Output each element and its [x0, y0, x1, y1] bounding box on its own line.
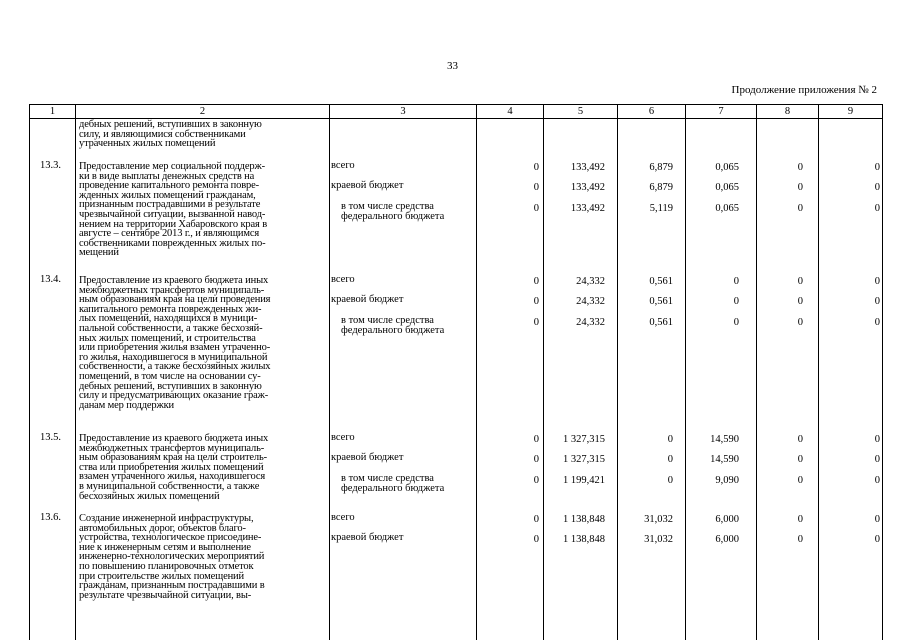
funding-source-label [331, 295, 403, 305]
column-header-row [29, 104, 883, 119]
value-cell-c9: 0 [874, 203, 880, 214]
value-cell-c4: 0 [533, 317, 539, 328]
description-line: жденных жилых помещений гражданам, [79, 189, 256, 201]
description-line: Предоставление из краевого бюджета иных [79, 275, 269, 286]
col-header-5: 5 [544, 105, 618, 119]
value-cell-c8: 0 [797, 182, 803, 193]
continuation-line: силу, и являющимися собственниками [79, 128, 246, 140]
funding-source-label [331, 181, 403, 191]
appendix-title: Продолжение приложения № 2 [731, 84, 877, 96]
col-header-7: 7 [686, 105, 757, 119]
value-cell-c7: 14,590 [710, 454, 739, 465]
value-cell-c4: 0 [533, 182, 539, 193]
funding-source-line: в том числе средства [341, 473, 434, 484]
row-description [79, 162, 321, 258]
value-cell-c4: 0 [533, 203, 539, 214]
col-header-3: 3 [330, 105, 477, 119]
value-cell-c7: 0 [733, 276, 739, 287]
value-cell-c5: 133,492 [570, 162, 605, 173]
funding-source-line: всего [331, 160, 355, 171]
continuation-line: дебных решений, вступивших в законную [79, 119, 262, 130]
description-line: нением на территории Хабаровского края в [79, 218, 267, 230]
description-line: ным образованиям края на цели строитель- [79, 452, 268, 464]
column-divider [617, 118, 618, 640]
description-line: бесхозяйных жилых помещений [79, 490, 220, 502]
funding-source-line: краевой бюджет [331, 532, 404, 543]
row-number: 13.5. [40, 432, 61, 443]
funding-source-label [331, 433, 355, 443]
page-number: 33 [447, 60, 458, 72]
continuation-line: утраченных жилых помещений [79, 138, 216, 150]
column-divider [476, 118, 477, 640]
value-cell-c5: 24,332 [576, 317, 605, 328]
description-line: го жилья, находившегося в муниципальной [79, 351, 268, 363]
description-line: ных жилых помещений, и строительства [79, 332, 256, 344]
col-header-8: 8 [757, 105, 819, 119]
description-line: ным образованиям края на цели проведения [79, 294, 271, 306]
funding-source-label [331, 161, 355, 171]
row-number: 13.4. [40, 274, 61, 285]
column-divider [818, 118, 819, 640]
description-line: устройства, технологическое присоедине- [79, 532, 262, 544]
funding-source-line: федерального бюджета [341, 483, 445, 494]
row-number: 13.6. [40, 512, 61, 523]
description-line: взамен утраченного жилья, находившегося [79, 471, 266, 483]
funding-source-label [341, 316, 444, 336]
description-line: Предоставление мер социальной поддерж- [79, 161, 265, 172]
description-line: или приобретения жилья взамен утраченно- [79, 342, 271, 354]
description-line: результате чрезвычайной ситуации, вы- [79, 589, 252, 601]
description-line: по повышению планировочных отметок [79, 560, 254, 572]
value-cell-c6: 0,561 [649, 296, 673, 307]
description-line: собственности, а также бесхозяйных жилых [79, 361, 271, 373]
value-cell-c4: 0 [533, 434, 539, 445]
value-cell-c8: 0 [797, 203, 803, 214]
description-line: Предоставление из краевого бюджета иных [79, 433, 269, 444]
col-header-9: 9 [819, 105, 883, 119]
column-divider [756, 118, 757, 640]
value-cell-c6: 5,119 [649, 203, 673, 214]
description-line: проведение капитального ремонта повре- [79, 180, 260, 192]
value-cell-c7: 0 [733, 296, 739, 307]
funding-source-line: краевой бюджет [331, 294, 404, 305]
value-cell-c4: 0 [533, 475, 539, 486]
value-cell-c9: 0 [874, 162, 880, 173]
value-cell-c4: 0 [533, 296, 539, 307]
value-cell-c6: 0,561 [649, 276, 673, 287]
value-cell-c5: 24,332 [576, 276, 605, 287]
col-header-4: 4 [477, 105, 544, 119]
funding-source-label [331, 275, 355, 285]
value-cell-c5: 133,492 [570, 203, 605, 214]
funding-source-label [341, 202, 444, 222]
funding-source-line: в том числе средства [341, 201, 434, 212]
col-header-2: 2 [76, 105, 330, 119]
row-description [79, 514, 321, 600]
value-cell-c8: 0 [797, 276, 803, 287]
value-cell-c9: 0 [874, 296, 880, 307]
value-cell-c6: 0 [667, 434, 673, 445]
value-cell-c6: 0,561 [649, 317, 673, 328]
description-line: собственниками поврежденных жилых по- [79, 237, 266, 249]
funding-source-label [331, 513, 355, 523]
description-line: ки в виде выплаты денежных средств на [79, 170, 255, 182]
funding-source-line: федерального бюджета [341, 325, 445, 336]
value-cell-c7: 0,065 [715, 182, 739, 193]
description-line: пальной собственности, а также бесхозяй- [79, 322, 263, 334]
value-cell-c5: 1 327,315 [563, 454, 605, 465]
value-cell-c5: 1 138,848 [563, 534, 605, 545]
value-cell-c5: 24,332 [576, 296, 605, 307]
description-line: ние к инженерным сетям и выполнение [79, 541, 251, 553]
funding-source-line: федерального бюджета [341, 211, 445, 222]
value-cell-c9: 0 [874, 475, 880, 486]
description-line: ства или приобретения жилых помещений [79, 461, 264, 473]
funding-source-line: краевой бюджет [331, 180, 404, 191]
row-number: 13.3. [40, 160, 61, 171]
funding-source-label [331, 533, 403, 543]
value-cell-c5: 1 138,848 [563, 514, 605, 525]
funding-source-line: всего [331, 512, 355, 523]
value-cell-c8: 0 [797, 162, 803, 173]
value-cell-c7: 9,090 [715, 475, 739, 486]
value-cell-c7: 0 [733, 317, 739, 328]
description-line: дебных решений, вступивших в законную [79, 380, 262, 392]
value-cell-c9: 0 [874, 534, 880, 545]
value-cell-c6: 31,032 [644, 514, 673, 525]
value-cell-c4: 0 [533, 514, 539, 525]
column-divider [329, 118, 330, 640]
value-cell-c7: 6,000 [715, 514, 739, 525]
column-divider [543, 118, 544, 640]
row-description [79, 434, 321, 501]
value-cell-c9: 0 [874, 276, 880, 287]
funding-source-line: краевой бюджет [331, 452, 404, 463]
value-cell-c9: 0 [874, 454, 880, 465]
value-cell-c4: 0 [533, 162, 539, 173]
value-cell-c9: 0 [874, 514, 880, 525]
value-cell-c6: 0 [667, 475, 673, 486]
value-cell-c5: 1 327,315 [563, 434, 605, 445]
col-header-1: 1 [30, 105, 76, 119]
value-cell-c7: 0,065 [715, 203, 739, 214]
description-line: мещений [79, 247, 119, 259]
value-cell-c4: 0 [533, 276, 539, 287]
column-divider [29, 118, 30, 640]
funding-source-line: всего [331, 432, 355, 443]
value-cell-c7: 14,590 [710, 434, 739, 445]
description-line: чрезвычайной ситуации, вызванной навод- [79, 208, 266, 220]
value-cell-c8: 0 [797, 454, 803, 465]
description-line: лых помещений, находящихся в муници- [79, 313, 258, 325]
value-cell-c7: 6,000 [715, 534, 739, 545]
continuation-text [79, 120, 321, 149]
value-cell-c6: 31,032 [644, 534, 673, 545]
description-line: данам мер поддержки [79, 399, 175, 411]
value-cell-c9: 0 [874, 434, 880, 445]
value-cell-c8: 0 [797, 475, 803, 486]
col-header-6: 6 [618, 105, 686, 119]
row-description [79, 276, 321, 410]
value-cell-c8: 0 [797, 434, 803, 445]
description-line: капитального ремонта поврежденных жи- [79, 303, 262, 315]
description-line: инженерно-технологических мероприятий [79, 551, 265, 563]
description-line: признанным пострадавшими в результате [79, 199, 261, 211]
value-cell-c8: 0 [797, 317, 803, 328]
description-line: при строительстве жилых помещений [79, 570, 244, 582]
funding-source-line: в том числе средства [341, 315, 434, 326]
description-line: гражданам, признанным пострадавшими в [79, 580, 265, 592]
description-line: межбюджетных трансфертов муниципаль- [79, 442, 265, 454]
value-cell-c6: 0 [667, 454, 673, 465]
value-cell-c6: 6,879 [649, 182, 673, 193]
value-cell-c4: 0 [533, 534, 539, 545]
description-line: силу и предусматривающих оказание граж- [79, 390, 269, 402]
description-line: помещений, в том числе на основании су- [79, 370, 261, 382]
value-cell-c5: 1 199,421 [563, 475, 605, 486]
value-cell-c5: 133,492 [570, 182, 605, 193]
value-cell-c8: 0 [797, 514, 803, 525]
funding-source-label [341, 474, 444, 494]
description-line: в муниципальной собственности, а также [79, 480, 260, 492]
funding-source-line: всего [331, 274, 355, 285]
description-line: августе – сентябре 2013 г., и являющимся [79, 228, 260, 240]
value-cell-c9: 0 [874, 317, 880, 328]
value-cell-c7: 0,065 [715, 162, 739, 173]
description-line: автомобильных дорог, объектов благо- [79, 522, 246, 534]
description-line: Создание инженерной инфраструктуры, [79, 513, 254, 524]
funding-source-label [331, 453, 403, 463]
value-cell-c4: 0 [533, 454, 539, 465]
description-line: межбюджетных трансфертов муниципаль- [79, 284, 265, 296]
value-cell-c8: 0 [797, 296, 803, 307]
column-divider [882, 118, 883, 640]
column-divider [75, 118, 76, 640]
value-cell-c9: 0 [874, 182, 880, 193]
column-divider [685, 118, 686, 640]
value-cell-c8: 0 [797, 534, 803, 545]
value-cell-c6: 6,879 [649, 162, 673, 173]
